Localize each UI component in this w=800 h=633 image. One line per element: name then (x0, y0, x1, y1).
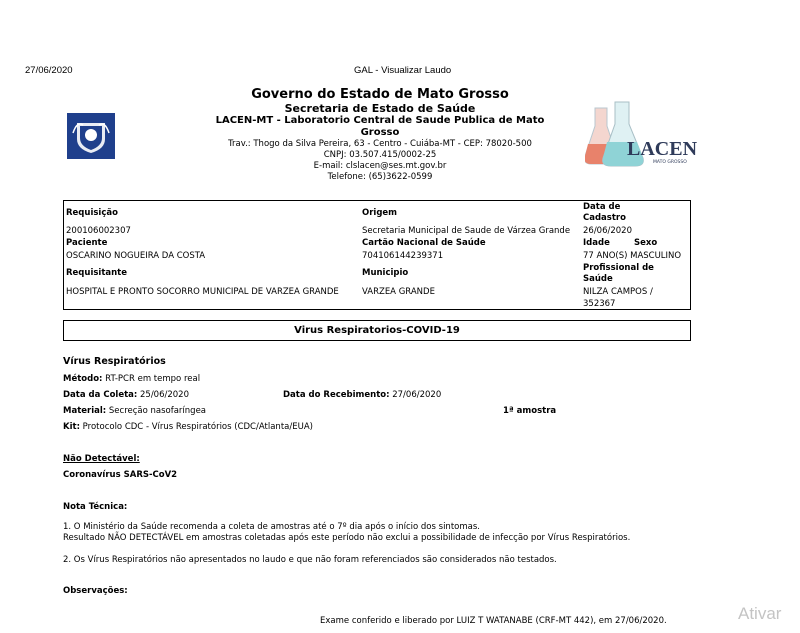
data-cadastro-label: Data de Cadastro (583, 202, 626, 223)
kit-value: Protocolo CDC - Vírus Respiratórios (CDC/Atlanta/EUA) (82, 422, 313, 432)
lacen-logo (585, 98, 698, 170)
observacoes-label: Observações: (63, 586, 128, 596)
section-title: Vírus Respiratórios (63, 356, 166, 367)
material-label: Material: (63, 406, 107, 416)
municipio-value: VARZEA GRANDE (362, 287, 435, 297)
requisicao-label: Requisição (66, 208, 118, 218)
paciente-value: OSCARINO NOGUEIRA DA COSTA (66, 251, 206, 261)
kit-row (63, 422, 313, 432)
cns-label: Cartão Nacional de Saúde (362, 238, 486, 248)
origem-value: Secretaria Municipal de Saude de Várzea Grande (362, 226, 571, 236)
recebimento-label: Data do Recebimento: (283, 390, 390, 400)
origem-label: Origem (362, 208, 398, 218)
result-virus: Coronavírus SARS-CoV2 (63, 470, 178, 480)
data-cadastro-value: 26/06/2020 (583, 226, 632, 236)
amostra-value: 1ª amostra (503, 406, 557, 416)
lab-phone: Telefone: (65)3622-0599 (327, 172, 433, 182)
activation-watermark: Ativar (738, 604, 782, 623)
lacen-logo-subtext: MATO GROSSO (653, 160, 687, 165)
result-label: Não Detectável: (63, 454, 140, 464)
nota-label: Nota Técnica: (63, 502, 128, 512)
idade-label: Idade (583, 238, 610, 248)
state-coat-of-arms-logo (67, 113, 115, 159)
coleta-row (63, 390, 189, 400)
exam-title: Virus Respiratorios-COVID-19 (294, 325, 460, 336)
secretaria-title: Secretaria de Estado de Saúde (284, 102, 476, 115)
government-title: Governo do Estado de Mato Grosso (251, 87, 509, 102)
requisicao-value: 200106002307 (66, 226, 131, 236)
sexo-label: Sexo (634, 238, 658, 248)
municipio-label: Municipio (362, 268, 409, 278)
metodo-row (63, 374, 200, 384)
nota-2: 2. Os Vírus Respiratórios não apresentados no laudo e que não foram referenciados são considerados não testados. (63, 555, 557, 565)
exam-title-box (63, 320, 691, 341)
requisitante-label: Requisitante (66, 268, 128, 278)
recebimento-value: 27/06/2020 (392, 390, 442, 400)
print-title: GAL - Visualizar Laudo (354, 65, 452, 76)
metodo-value: RT-PCR em tempo real (105, 374, 201, 384)
print-date: 27/06/2020 (25, 65, 73, 76)
requisitante-value: HOSPITAL E PRONTO SOCORRO MUNICIPAL DE VARZEA GRANDE (66, 287, 339, 297)
material-value: Secreção nasofaríngea (108, 406, 207, 416)
profissional-label: Profissional de Saúde (583, 263, 654, 284)
cns-value: 704106144239371 (362, 251, 444, 261)
coleta-label: Data da Coleta: (63, 390, 138, 400)
footer-release: Exame conferido e liberado por LUIZ T WATANABE (CRF-MT 442), em 27/06/2020. (320, 616, 667, 626)
lab-header (190, 87, 570, 183)
lab-email: E-mail: clslacen@ses.mt.gov.br (313, 161, 447, 171)
kit-label: Kit: (63, 422, 80, 432)
metodo-label: Método: (63, 374, 103, 384)
coleta-value: 25/06/2020 (140, 390, 189, 400)
lab-title: LACEN-MT - Laboratorio Central de Saude Publica de Mato Grosso (215, 115, 545, 138)
idade-sexo-value: 77 ANO(S) MASCULINO (583, 251, 682, 261)
lacen-logo-text: LACEN (627, 138, 698, 160)
lab-cnpj: CNPJ: 03.507.415/0002-25 (323, 150, 437, 160)
profissional-value: NILZA CAMPOS / 352367 (583, 287, 653, 309)
paciente-label: Paciente (66, 238, 108, 248)
material-row (63, 406, 206, 416)
nota-1a: 1. O Ministério da Saúde recomenda a coleta de amostras até o 7º dia após o início dos sintomas. (63, 522, 480, 532)
nota-1b: Resultado NÃO DETECTÁVEL em amostras coletadas após este período não exclui a possibilidade de infecção por Vírus Respiratórios. (63, 533, 631, 543)
recebimento-row (283, 390, 441, 400)
lab-address: Trav.: Thogo da Silva Pereira, 63 - Centro - Cuiába-MT - CEP: 78020-500 (228, 139, 532, 149)
